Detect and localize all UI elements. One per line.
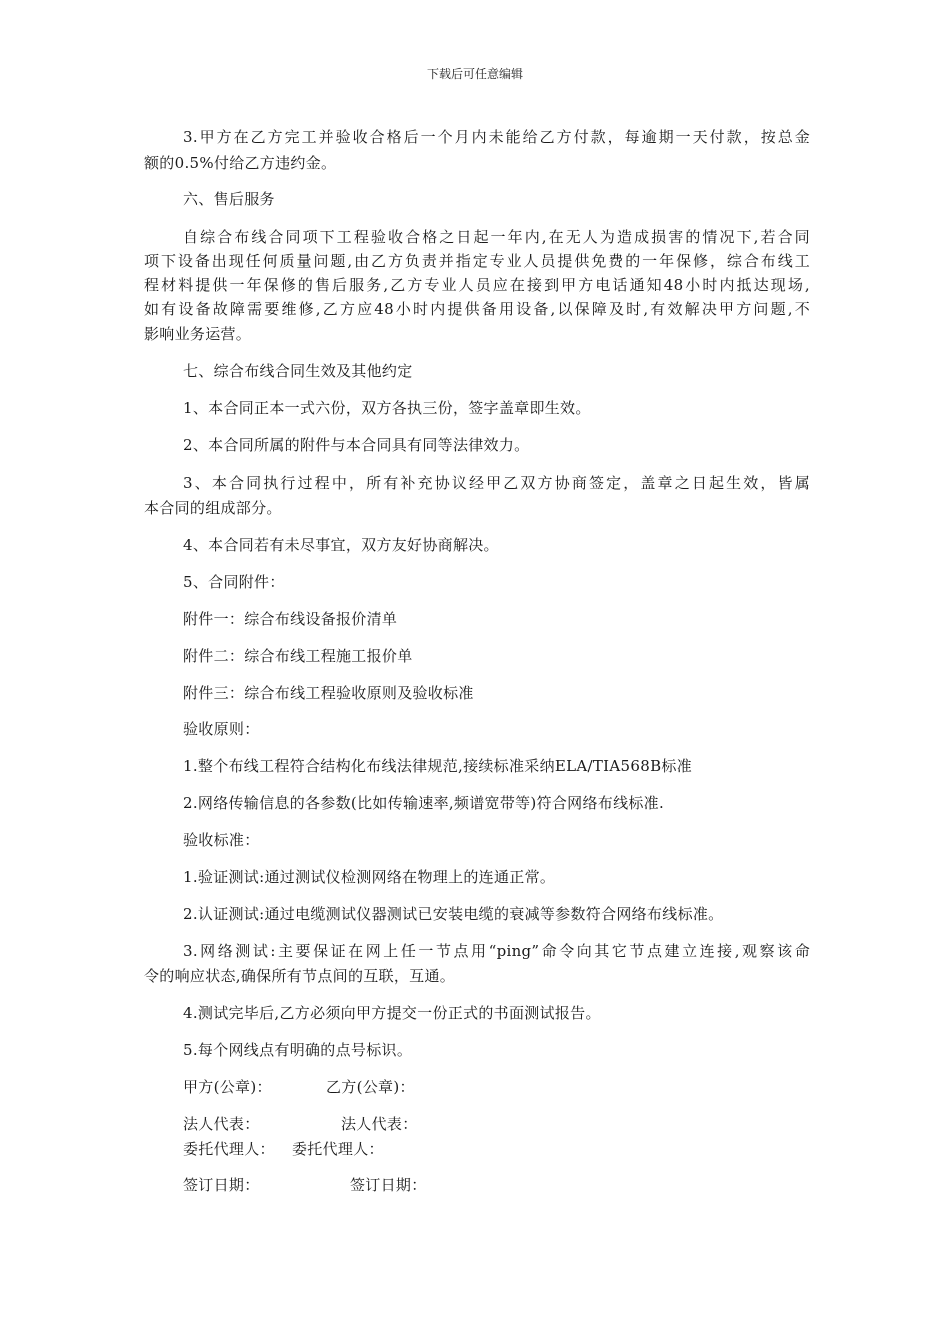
contract-line: 4、本合同若有未尽事宜，双方友好协商解决。 [183, 536, 499, 554]
contract-line: 4.测试完毕后,乙方必须向甲方提交一份正式的书面测试报告。 [183, 1004, 601, 1022]
contract-line: 1.整个布线工程符合结构化布线法律规范,接续标准采纳ELA/TIA568B标准 [183, 757, 692, 775]
contract-line: 1.验证测试:通过测试仪检测网络在物理上的连通正常。 [183, 868, 556, 886]
contract-line: 如有设备故障需要维修,乙方应48小时内提供备用设备,以保障及时,有效解决甲方问题,不 [144, 300, 810, 318]
page-header-note: 下载后可任意编辑 [426, 67, 523, 81]
contract-line: 3.网络测试:主要保证在网上任一节点用“ping”命令向其它节点建立连接,观察该命 [183, 942, 810, 960]
contract-line: 本合同的组成部分。 [144, 499, 282, 517]
contract-line: 2.认证测试:通过电缆测试仪器测试已安装电缆的衰减等参数符合网络布线标准。 [183, 905, 724, 923]
signature-field-label: 签订日期： [350, 1176, 427, 1194]
signature-field-label: 乙方(公章)： [326, 1078, 415, 1096]
contract-line: 项下设备出现任何质量问题,由乙方负责并指定专业人员提供免费的一年保修，综合布线工 [144, 252, 810, 270]
signature-field-label: 委托代理人： [292, 1140, 384, 1158]
contract-line: 验收标准： [183, 831, 260, 849]
contract-line: 1、本合同正本一式六份，双方各执三份，签字盖章即生效。 [183, 399, 591, 417]
signature-field-label: 签订日期： [183, 1176, 260, 1194]
signature-field-label: 法人代表： [341, 1115, 418, 1133]
contract-line: 3、本合同执行过程中，所有补充协议经甲乙双方协商签定，盖章之日起生效，皆属 [183, 474, 810, 492]
contract-line: 2.网络传输信息的各参数(比如传输速率,频谱宽带等)符合网络布线标准. [183, 794, 665, 812]
contract-line: 验收原则： [183, 720, 260, 738]
contract-line: 5、合同附件： [183, 573, 285, 591]
contract-line: 附件二：综合布线工程施工报价单 [183, 647, 413, 665]
signature-field-label: 甲方(公章)： [183, 1078, 272, 1096]
contract-line: 六、售后服务 [183, 190, 275, 208]
contract-line: 影响业务运营。 [144, 325, 252, 343]
contract-line: 5.每个网线点有明确的点号标识。 [183, 1041, 413, 1059]
contract-line: 额的0.5%付给乙方违约金。 [144, 154, 337, 172]
contract-line: 2、本合同所属的附件与本合同具有同等法律效力。 [183, 436, 530, 454]
contract-line: 附件三：综合布线工程验收原则及验收标准 [183, 684, 474, 702]
contract-line: 令的响应状态,确保所有节点间的互联，互通。 [144, 967, 456, 985]
signature-field-label: 委托代理人： [183, 1140, 275, 1158]
contract-line: 七、综合布线合同生效及其他约定 [183, 362, 413, 380]
contract-line: 附件一：综合布线设备报价清单 [183, 610, 398, 628]
contract-line: 程材料提供一年保修的售后服务,乙方专业人员应在接到甲方电话通知48小时内抵达现场, [144, 276, 810, 294]
contract-line: 3.甲方在乙方完工并验收合格后一个月内未能给乙方付款，每逾期一天付款，按总金 [183, 128, 810, 146]
contract-line: 自综合布线合同项下工程验收合格之日起一年内,在无人为造成损害的情况下,若合同 [183, 228, 810, 246]
signature-field-label: 法人代表： [183, 1115, 260, 1133]
